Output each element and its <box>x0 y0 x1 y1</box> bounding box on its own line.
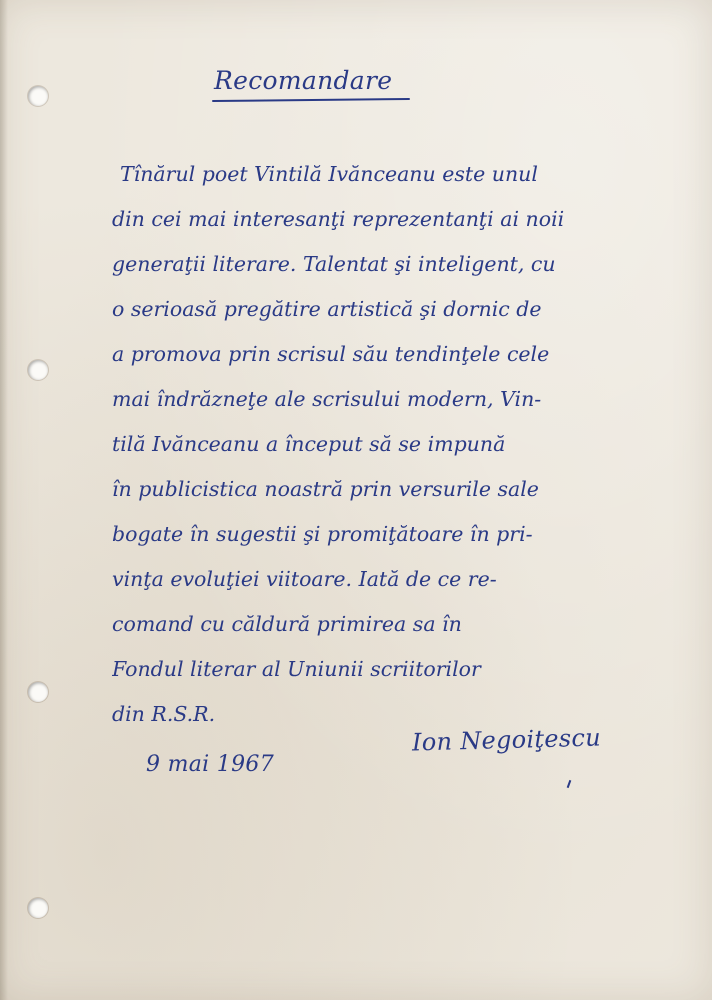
letter-body <box>112 152 692 737</box>
body-line: din cei mai interesanţi reprezentanţi ai noii <box>112 207 565 231</box>
page-edge-shadow <box>0 0 8 1000</box>
body-line: în publicistica noastră prin versurile sale <box>112 477 539 501</box>
punch-hole-top <box>28 86 48 106</box>
punch-hole-upper-middle <box>28 360 48 380</box>
body-line: comand cu căldură primirea sa în <box>112 612 462 636</box>
body-line: Tînărul poet Vintilă Ivănceanu este unul <box>120 162 538 186</box>
body-line: tilă Ivănceanu a început să se impună <box>112 432 506 456</box>
signature: Ion Negoiţescu <box>411 723 602 757</box>
body-line: a promova prin scrisul său tendinţele cele <box>112 342 550 366</box>
body-line: o serioasă pregătire artistică şi dornic de <box>112 297 542 321</box>
body-line: generaţii literare. Talentat şi inteligent, cu <box>112 252 556 276</box>
signature-mark <box>567 780 572 788</box>
body-line: bogate în sugestii şi promiţătoare în pri- <box>112 522 533 546</box>
punch-hole-lower-middle <box>28 682 48 702</box>
body-line: vinţa evoluţiei viitoare. Iată de ce re- <box>112 567 497 591</box>
punch-hole-bottom <box>28 898 48 918</box>
body-line: din R.S.R. <box>112 702 216 726</box>
letter-title: Recomandare <box>214 66 393 95</box>
body-line: Fondul literar al Uniunii scriitorilor <box>112 657 481 681</box>
letter-date: 9 mai 1967 <box>146 752 274 777</box>
body-line: mai îndrăzneţe ale scrisului modern, Vin- <box>112 387 542 411</box>
title-underline <box>212 98 410 102</box>
